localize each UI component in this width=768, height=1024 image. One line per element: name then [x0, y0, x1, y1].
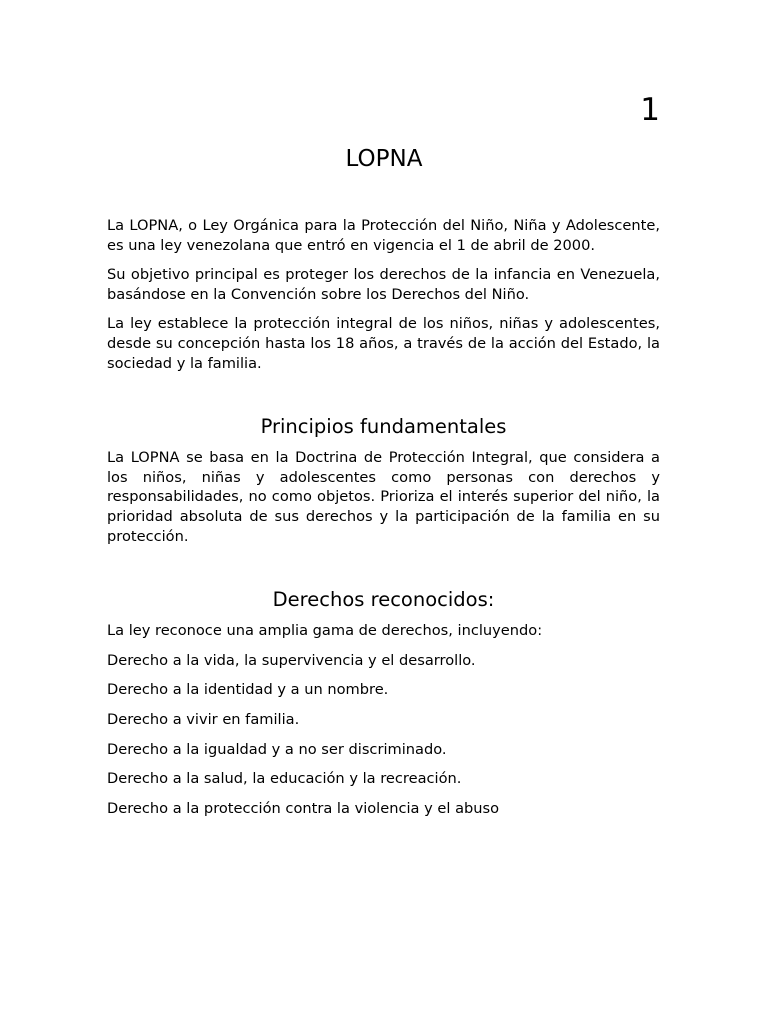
intro-paragraph: La ley establece la protección integral de los niños, niñas y adolescentes, desde su concepción hasta los 18 años, a través de la acción del Estado, la sociedad y la familia.: [107, 315, 660, 372]
derechos-list: [107, 651, 660, 819]
document-title: LOPNA: [345, 146, 423, 172]
list-item: Derecho a la salud, la educación y la recreación.: [107, 770, 462, 788]
list-item: Derecho a la protección contra la violencia y el abuso: [107, 799, 500, 817]
derechos-intro: La ley reconoce una amplia gama de derechos, incluyendo:: [107, 622, 543, 640]
list-item: Derecho a la vida, la supervivencia y el desarrollo.: [107, 651, 476, 669]
list-item: Derecho a la identidad y a un nombre.: [107, 681, 389, 699]
derechos-heading: Derechos reconocidos:: [272, 588, 495, 612]
list-item: Derecho a la igualdad y a no ser discriminado.: [107, 740, 447, 758]
document-body: [107, 216, 660, 818]
list-item: Derecho a vivir en familia.: [107, 710, 300, 728]
page-number: 1: [640, 92, 660, 128]
intro-section: [107, 216, 660, 373]
principios-heading: Principios fundamentales: [260, 415, 507, 439]
intro-paragraph: La LOPNA, o Ley Orgánica para la Protección del Niño, Niña y Adolescente, es una ley venezolana que entró en vigencia el 1 de abril de 2000.: [107, 217, 660, 254]
principios-paragraph: La LOPNA se basa en la Doctrina de Protección Integral, que considera a los niños, niñas y adolescentes como personas con derechos y responsabilidades, no como objetos. Prioriza el interés superior del niño, la prioridad absoluta de sus derechos y la participación de la familia en su protección.: [107, 449, 660, 545]
intro-paragraph: Su objetivo principal es proteger los derechos de la infancia en Venezuela, basándose en la Convención sobre los Derechos del Niño.: [107, 266, 660, 303]
